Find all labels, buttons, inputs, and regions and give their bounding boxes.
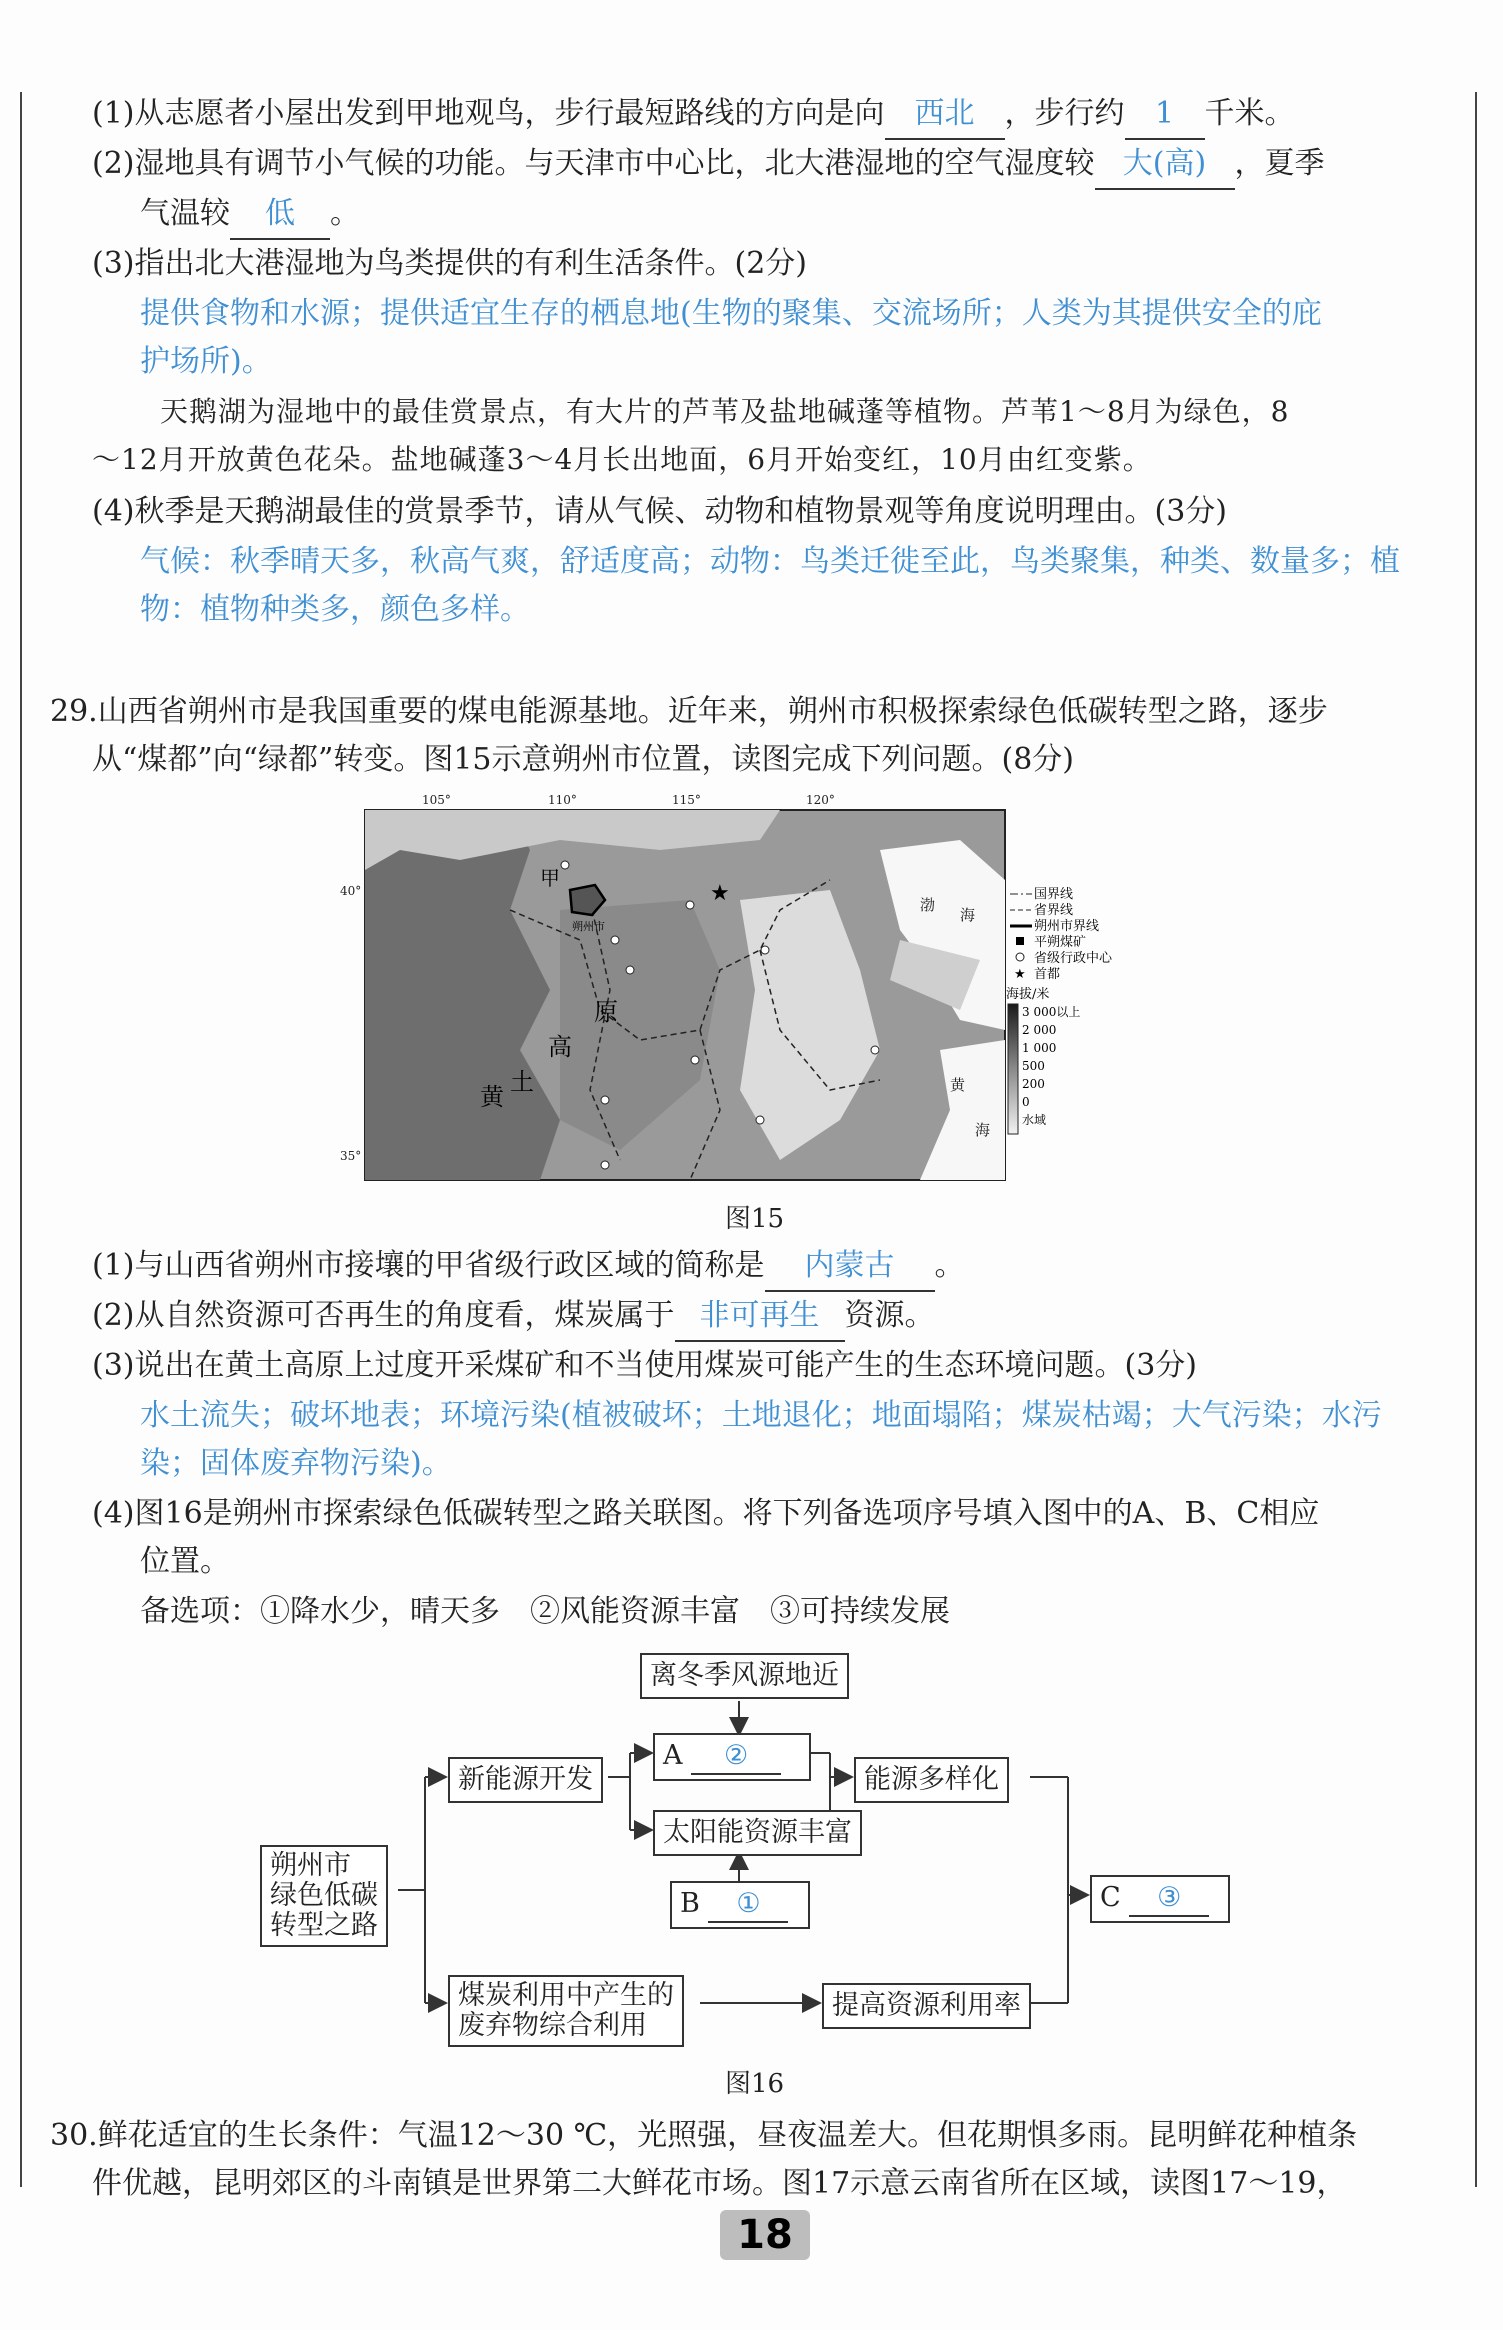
waste-line1: 煤炭利用中产生的: [458, 1980, 674, 2011]
elev-level: 3 000以上: [1022, 1005, 1081, 1019]
box-new-energy: 新能源开发: [448, 1757, 603, 1803]
elev-level: 1 000: [1022, 1041, 1057, 1055]
root-line1: 朔州市: [270, 1850, 351, 1881]
elev-level: 500: [1022, 1059, 1045, 1073]
q28-part1-text-c: 千米。: [1204, 96, 1295, 131]
box-b-answer: ①: [708, 1887, 788, 1923]
q29-part3-answer-line1: 水土流失；破坏地表；环境污染(植被破坏；土地退化；地面塌陷；煤炭枯竭；大气污染；水污: [140, 1398, 1382, 1433]
capital-marker: [756, 1116, 764, 1124]
box-winter-monsoon: 离冬季风源地近: [640, 1653, 849, 1699]
q28-part3-answer-line2: 护场所)。: [140, 344, 272, 379]
q29-stem-line2: 从“煤都”向“绿都”转变。图15示意朔州市位置，读图完成下列问题。(8分): [92, 742, 1075, 777]
q28-part1-text-b: ，步行约: [1004, 96, 1125, 131]
elev-level: 2 000: [1022, 1023, 1057, 1037]
q29-part2: [92, 1292, 935, 1342]
capital-circle-icon: [1016, 953, 1024, 961]
yellowsea-char-2: 海: [975, 1121, 991, 1139]
bohai-char-1: 渤: [920, 896, 936, 914]
root-line2: 绿色低碳: [270, 1880, 378, 1911]
box-energy-diversify: 能源多样化: [854, 1757, 1009, 1803]
beijing-star-icon: ★: [710, 881, 730, 906]
q30-line2: 件优越，昆明郊区的斗南镇是世界第二大鲜花市场。图17示意云南省所在区域，读图17～19，: [92, 2166, 1347, 2201]
box-c: [1090, 1875, 1230, 1923]
waste-line2: 废弃物综合利用: [458, 2010, 647, 2041]
box-c-answer: ③: [1129, 1881, 1209, 1917]
capital-marker: [626, 966, 634, 974]
capital-marker: [601, 1096, 609, 1104]
q29-part1: [92, 1242, 965, 1292]
capital-marker: [691, 1056, 699, 1064]
legend-elev-title: 海拔/米: [1006, 987, 1050, 1002]
lat-label: 40°: [340, 884, 362, 898]
legend-city: 朔州市界线: [1034, 919, 1100, 934]
box-b: [670, 1881, 810, 1929]
q29-part2-answer: 非可再生: [675, 1292, 845, 1342]
q29-part4-line2: 位置。: [140, 1544, 230, 1579]
legend-national: 国界线: [1034, 887, 1074, 902]
coal-mine-icon: [1016, 937, 1024, 945]
map-svg: [340, 790, 1260, 1190]
capital-marker: [561, 861, 569, 869]
figure16-caption: 图16: [725, 2069, 785, 2099]
root-line3: 转型之路: [270, 1910, 378, 1941]
q29-part1-text-a: (1)与山西省朔州市接壤的甲省级行政区域的简称是: [92, 1248, 765, 1283]
q28-part1: [92, 90, 1295, 140]
plateau-char-2: 土: [510, 1068, 534, 1096]
q29-part1-text-b: 。: [934, 1248, 965, 1283]
q28-part3: (3)指出北大港湿地为鸟类提供的有利生活条件。(2分): [92, 246, 807, 281]
capital-marker: [761, 946, 769, 954]
q28-part2-text-c: 气温较: [140, 196, 230, 231]
box-a: [653, 1733, 811, 1781]
q28-part2: [92, 140, 1325, 190]
q28-material-line1: 天鹅湖为湿地中的最佳赏景点，有大片的芦苇及盐地碱蓬等植物。芦苇1～8月为绿色，8: [160, 395, 1290, 428]
lon-label: 105°: [422, 793, 451, 807]
q29-part3-answer-line2: 染；固体废弃物污染)。: [140, 1446, 452, 1481]
capital-marker: [871, 1046, 879, 1054]
box-c-label: C: [1100, 1882, 1121, 1913]
box-waste-reuse: [448, 1975, 684, 2047]
elevation-bar: [1008, 1004, 1018, 1134]
q28-part1-answer2: 1: [1125, 90, 1205, 140]
plateau-char-4: 原: [594, 998, 618, 1026]
q29-part2-text-b: 资源。: [844, 1298, 935, 1333]
q28-part1-answer1: 西北: [885, 90, 1005, 140]
q29-part3: (3)说出在黄土高原上过度开采煤矿和不当使用煤炭可能产生的生态环境问题。(3分): [92, 1348, 1197, 1383]
elev-level: 水域: [1022, 1113, 1047, 1127]
capital-marker: [611, 936, 619, 944]
q28-part3-answer-line1: 提供食物和水源；提供适宜生存的栖息地(生物的聚集、交流场所；人类为其提供安全的庇: [140, 296, 1322, 331]
box-a-answer: ②: [691, 1739, 781, 1775]
place-jia: 甲: [540, 866, 560, 890]
box-efficiency: 提高资源利用率: [822, 1983, 1031, 2029]
q29-options: 备选项：①降水少，晴天多 ②风能资源丰富 ③可持续发展: [140, 1594, 950, 1629]
lon-label: 110°: [548, 793, 577, 807]
q28-part4: (4)秋季是天鹅湖最佳的赏景季节，请从气候、动物和植物景观等角度说明理由。(3分): [92, 494, 1227, 529]
plateau-char-1: 黄: [480, 1083, 504, 1111]
legend-capital: 省级行政中心: [1034, 951, 1113, 966]
q28-part2-text-b: ，夏季: [1234, 146, 1325, 181]
bohai-char-2: 海: [960, 906, 976, 924]
yellowsea-char-1: 黄: [950, 1076, 966, 1094]
q29-part1-answer: 内蒙古: [765, 1242, 935, 1292]
map-legend: [1006, 886, 1113, 1134]
elev-level: 200: [1022, 1077, 1045, 1091]
figure16-diagram: [260, 1645, 1240, 2045]
lat-label: 35°: [340, 1149, 362, 1163]
box-solar: 太阳能资源丰富: [653, 1810, 862, 1856]
box-b-label: B: [680, 1888, 700, 1919]
q28-part2-answer1: 大(高): [1095, 140, 1235, 190]
figure15-map: [340, 790, 1260, 1190]
plateau-char-3: 高: [548, 1033, 572, 1061]
box-a-label: A: [663, 1740, 683, 1771]
right-border: [1475, 92, 1477, 2187]
box-root: [260, 1845, 388, 1947]
legend-coal: 平朔煤矿: [1034, 935, 1087, 950]
q30-line1: 30.鲜花适宜的生长条件：气温12～30 ℃，光照强，昼夜温差大。但花期惧多雨。昆明鲜花种植条: [50, 2118, 1358, 2153]
lon-label: 115°: [672, 793, 701, 807]
elev-level: 0: [1022, 1095, 1030, 1109]
legend-beijing: 首都: [1034, 967, 1061, 982]
q28-part2-text-a: (2)湿地具有调节小气候的功能。与天津市中心比，北大港湿地的空气湿度较: [92, 146, 1095, 181]
lon-label: 120°: [806, 793, 835, 807]
q28-part1-text-a: (1)从志愿者小屋出发到甲地观鸟，步行最短路线的方向是向: [92, 96, 885, 131]
q28-part2-text-d: 。: [330, 196, 360, 231]
q29-part4-line1: (4)图16是朔州市探索绿色低碳转型之路关联图。将下列备选项序号填入图中的A、B、C相应: [92, 1496, 1320, 1531]
q29-part2-text-a: (2)从自然资源可否再生的角度看，煤炭属于: [92, 1298, 675, 1333]
left-border: [20, 92, 22, 2187]
q28-part2-answer2: 低: [230, 190, 330, 240]
q28-part4-answer-line2: 物：植物种类多，颜色多样。: [140, 592, 530, 627]
figure15-caption: 图15: [725, 1204, 785, 1234]
q28-part2-line2: [140, 190, 360, 240]
star-icon: ★: [1014, 967, 1026, 982]
capital-marker: [601, 1161, 609, 1169]
q28-part4-answer-line1: 气候：秋季晴天多，秋高气爽，舒适度高；动物：鸟类迁徙至此，鸟类聚集，种类、数量多；植: [140, 544, 1400, 579]
q28-material-line2: ～12月开放黄色花朵。盐地碱蓬3～4月长出地面，6月开始变红，10月由红变紫。: [92, 443, 1152, 476]
q29-stem-line1: 29.山西省朔州市是我国重要的煤电能源基地。近年来，朔州市积极探索绿色低碳转型之路，逐步: [50, 694, 1328, 729]
legend-provincial: 省界线: [1034, 903, 1074, 918]
capital-marker: [686, 901, 694, 909]
place-shuozhou: 朔州市: [572, 920, 605, 933]
page-number: 18: [720, 2210, 810, 2260]
